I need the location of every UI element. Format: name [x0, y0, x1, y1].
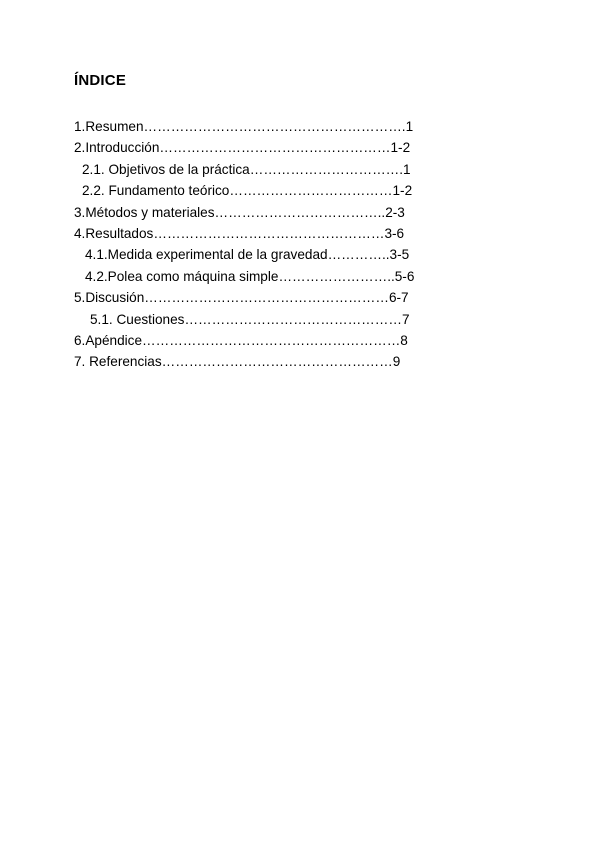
toc-entry-fundamento: 2.2. Fundamento teórico………………………………1-2 — [82, 183, 413, 199]
toc-entry-introduccion: 2.Introducción……………………………………………1-2 — [74, 140, 411, 156]
toc-entry-discusion: 5.Discusión………………………………………………6-7 — [74, 290, 409, 306]
toc-entry-referencias: 7. Referencias……………………………………………9 — [74, 354, 401, 370]
toc-entry-resumen: 1.Resumen………………………………………………….1 — [74, 119, 414, 134]
toc-entry-objetivos: 2.1. Objetivos de la práctica…………………………….1 — [82, 161, 411, 177]
toc-entry-resultados: 4.Resultados……………………………………………3-6 — [74, 225, 405, 241]
toc-entry-medida-gravedad: 4.1.Medida experimental de la gravedad…………..3-5 — [85, 247, 410, 263]
toc-entry-metodos: 3.Métodos y materiales………………………………..2-3 — [74, 204, 405, 220]
page-title: ÍNDICE — [74, 72, 127, 89]
toc-entry-polea: 4.2.Polea como máquina simple……………………..5-6 — [85, 268, 415, 284]
toc-entry-cuestiones: 5.1. Cuestiones…………………………………………7 — [90, 311, 410, 327]
table-of-contents — [74, 116, 414, 373]
toc-entry-apendice: 6.Apéndice…………………………………………………8 — [74, 332, 408, 348]
